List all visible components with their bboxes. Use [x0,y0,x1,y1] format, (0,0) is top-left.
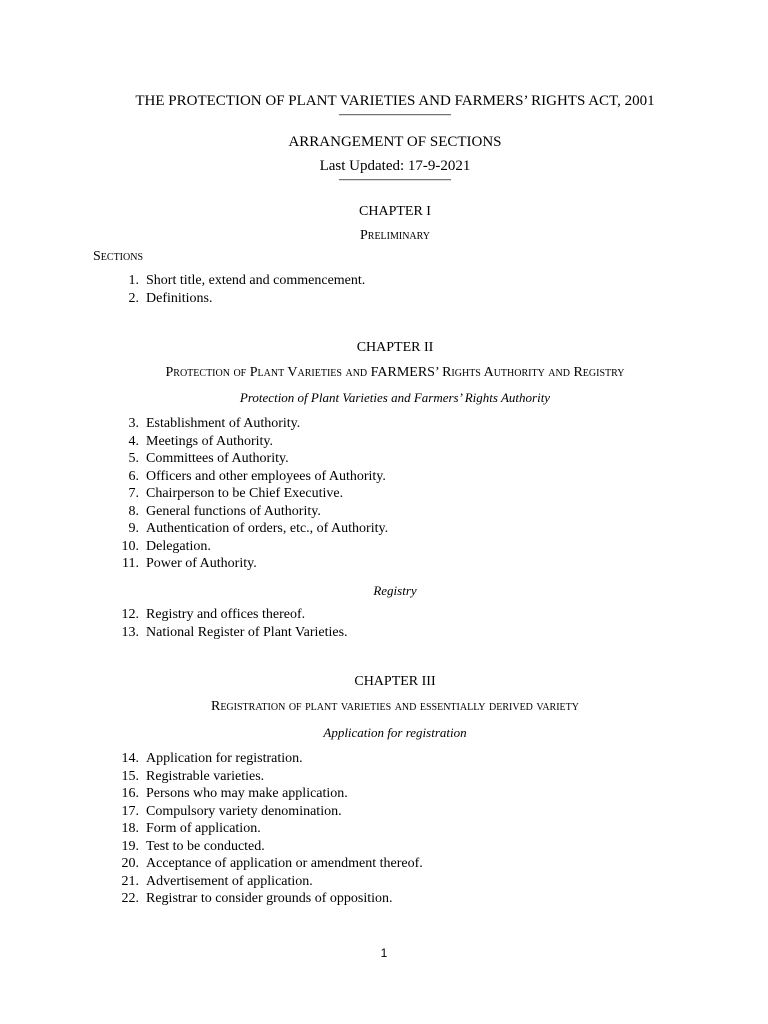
section-number: 20. [121,856,139,871]
section-title: Delegation. [146,538,211,554]
section-item [110,290,365,308]
section-item [110,272,365,290]
section-title: Persons who may make application. [146,786,348,801]
section-item [110,503,388,521]
section-item [110,555,388,573]
section-item [110,415,388,433]
section-title: Meetings of Authority. [146,433,274,449]
arrangement-heading: ARRANGEMENT OF SECTIONS [288,134,502,150]
section-number: 9. [128,521,139,536]
section-item [110,750,423,768]
section-number: 10. [121,538,139,554]
section-item [110,803,423,821]
section-title: Form of application. [146,821,261,836]
section-item [110,433,388,451]
section-item [110,624,348,642]
section-number: 13. [121,624,139,640]
section-item [110,873,423,891]
section-title: Chairperson to be Chief Executive. [146,486,344,501]
section-number: 6. [128,468,139,484]
section-number: 3. [128,416,139,431]
section-item [110,768,423,786]
chapter-3-section-list [110,750,423,908]
last-updated: Last Updated: 17-9-2021 [319,158,471,174]
section-title: Officers and other employees of Authority. [146,468,386,484]
section-title: Power of Authority. [146,556,257,571]
act-title: THE PROTECTION OF PLANT VARIETIES AND FARMERS’ RIGHTS ACT, 2001 [135,93,655,109]
section-item [110,468,388,486]
sections-label: Sections [93,249,144,264]
section-title: Authentication of orders, etc., of Authority. [146,521,389,536]
section-item [110,538,388,556]
section-number: 11. [122,556,139,571]
section-number: 5. [128,451,139,466]
section-title: Registrable varieties. [146,768,265,784]
section-title: Committees of Authority. [146,451,289,466]
section-number: 18. [121,821,139,836]
section-title: Advertisement of application. [146,873,313,889]
chapter-2-subheading-authority: Protection of Plant Varieties and Farmers’ Rights Authority [239,390,551,405]
section-number: 19. [121,838,139,854]
chapter-3-heading: CHAPTER III [354,674,436,689]
section-number: 12. [121,607,139,622]
section-number: 7. [128,486,139,501]
section-title: Compulsory variety denomination. [146,803,342,819]
chapter-3-subheading-application: Application for registration [323,725,467,740]
section-title: Short title, extend and commencement. [146,273,366,288]
section-number: 15. [121,768,139,784]
section-number: 16. [121,786,139,801]
section-number: 22. [121,891,139,906]
section-title: Establishment of Authority. [146,416,301,431]
updated-rule: ———————— [339,172,451,187]
chapter-2-title: Protection of Plant Varieties and FARMERS’ Rights Authority and Registry [165,365,625,380]
section-number: 21. [121,873,139,889]
section-item [110,606,348,624]
section-number: 1. [128,273,139,288]
section-item [110,838,423,856]
chapter-1-section-list [110,272,365,307]
section-number: 8. [128,503,139,519]
section-item [110,450,388,468]
chapter-2-heading: CHAPTER II [356,340,434,355]
section-number: 17. [121,803,139,819]
section-item [110,485,388,503]
section-title: Definitions. [146,290,213,306]
chapter-1-title: Preliminary [359,228,430,243]
chapter-1-heading: CHAPTER I [359,204,431,219]
section-title: General functions of Authority. [146,503,321,519]
section-title: Application for registration. [146,751,303,766]
section-item [110,820,423,838]
section-title: Registry and offices thereof. [146,607,306,622]
chapter-2-authority-section-list [110,415,388,573]
section-number: 4. [128,433,139,449]
chapter-2-registry-section-list [110,606,348,641]
section-title: Registrar to consider grounds of opposition. [146,891,393,906]
section-title: Test to be conducted. [146,838,265,854]
page-number: 1 [380,946,388,960]
section-title: Acceptance of application or amendment thereof. [146,856,423,871]
section-item [110,855,423,873]
section-title: National Register of Plant Varieties. [146,624,348,640]
chapter-2-subheading-registry: Registry [373,583,417,598]
section-number: 2. [128,290,139,306]
chapter-3-title: Registration of plant varieties and essentially derived variety [210,699,579,714]
section-item [110,520,388,538]
section-item [110,785,423,803]
section-number: 14. [121,751,139,766]
title-rule: ———————— [339,107,451,122]
section-item [110,890,423,908]
